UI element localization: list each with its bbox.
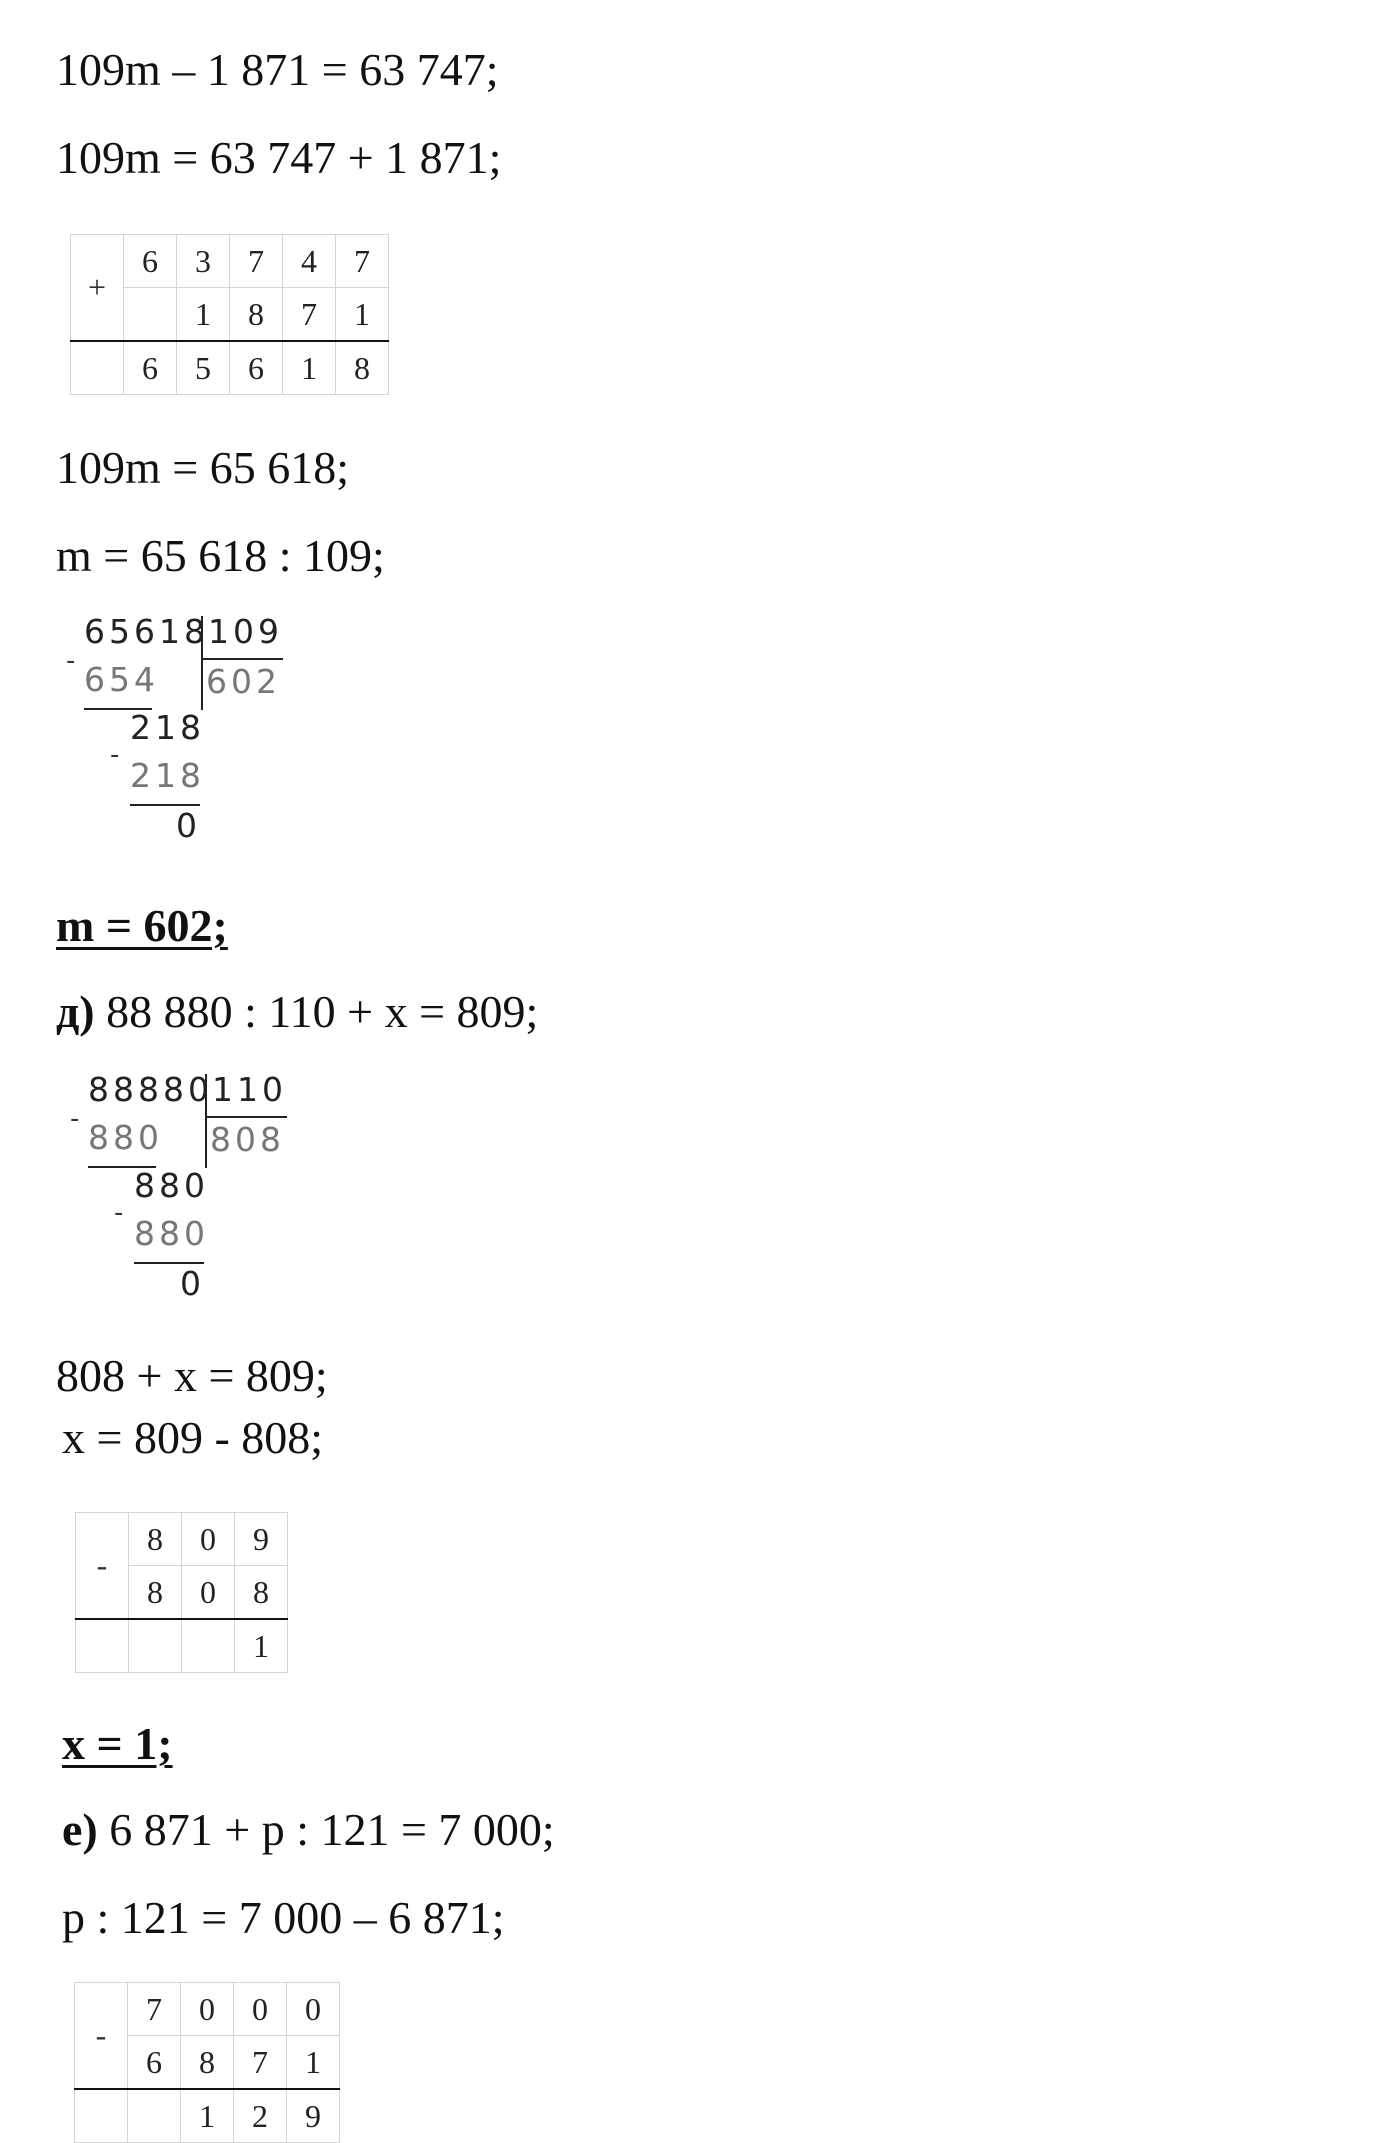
equation-line-8: x = 809 - 808; xyxy=(62,1412,324,1463)
grid-cell: 1 xyxy=(235,1619,288,1673)
addition-grid xyxy=(70,234,389,395)
grid-cell: 6 xyxy=(124,341,177,395)
equation-line-2: 109m = 63 747 + 1 871; xyxy=(56,132,502,183)
division-vertical-line xyxy=(201,616,203,710)
quotient: 602 xyxy=(206,662,281,701)
task-d-label: д) xyxy=(56,986,95,1037)
grid-cell: 1 xyxy=(336,288,389,342)
grid-cell: 0 xyxy=(234,1983,287,2036)
plus-operator: + xyxy=(71,235,124,342)
grid-cell: 7 xyxy=(230,235,283,288)
quotient: 808 xyxy=(210,1120,285,1159)
grid-cell xyxy=(71,341,124,395)
equation-line-1: 109m – 1 871 = 63 747; xyxy=(56,44,499,95)
minus-sign: - xyxy=(70,1104,80,1134)
task-e-label: е) xyxy=(62,1804,98,1855)
division-step: 218 xyxy=(130,756,205,795)
grid-cell xyxy=(124,288,177,342)
grid-cell: 6 xyxy=(124,235,177,288)
equation-line-7: 808 + x = 809; xyxy=(56,1350,328,1401)
grid-cell: 8 xyxy=(129,1513,182,1566)
grid-cell: 7 xyxy=(234,2036,287,2090)
long-division-1 xyxy=(64,612,304,852)
grid-cell xyxy=(76,1619,129,1673)
task-d-line xyxy=(56,984,538,1040)
divisor-underline xyxy=(201,658,283,660)
grid-cell: 1 xyxy=(287,2036,340,2090)
grid-cell xyxy=(129,1619,182,1673)
grid-cell: 9 xyxy=(235,1513,288,1566)
division-step: 880 xyxy=(88,1118,163,1157)
answer-m: m = 602; xyxy=(56,900,228,951)
grid-cell: 0 xyxy=(287,1983,340,2036)
long-division-2 xyxy=(68,1070,308,1310)
division-step: 880 xyxy=(134,1166,209,1205)
minus-sign: - xyxy=(66,646,76,676)
task-d-equation: 88 880 : 110 + x = 809; xyxy=(94,986,539,1037)
dividend: 65618 xyxy=(84,612,209,651)
grid-cell: 8 xyxy=(336,341,389,395)
grid-cell: 1 xyxy=(283,341,336,395)
grid-cell: 1 xyxy=(177,288,230,342)
grid-cell: 4 xyxy=(283,235,336,288)
grid-cell: 7 xyxy=(128,1983,181,2036)
grid-cell: 2 xyxy=(234,2089,287,2143)
grid-cell: 1 xyxy=(181,2089,234,2143)
grid-cell xyxy=(75,2089,128,2143)
dividend: 88880 xyxy=(88,1070,213,1109)
division-step: 654 xyxy=(84,660,159,699)
grid-cell: 8 xyxy=(230,288,283,342)
subtraction-grid-2 xyxy=(74,1982,340,2143)
minus-operator: - xyxy=(75,1983,128,2090)
division-vertical-line xyxy=(205,1074,207,1168)
grid-cell: 0 xyxy=(181,1983,234,2036)
grid-cell: 8 xyxy=(235,1566,288,1620)
minus-sign: - xyxy=(110,740,120,770)
grid-cell: 9 xyxy=(287,2089,340,2143)
equation-line-4: m = 65 618 : 109; xyxy=(56,530,385,581)
grid-cell: 8 xyxy=(129,1566,182,1620)
division-step: 880 xyxy=(134,1214,209,1253)
task-e-equation: 6 871 + p : 121 = 7 000; xyxy=(97,1804,555,1855)
grid-cell: 5 xyxy=(177,341,230,395)
grid-cell: 0 xyxy=(182,1566,235,1620)
divisor-underline xyxy=(205,1116,287,1118)
division-remainder: 0 xyxy=(176,806,201,845)
division-step: 218 xyxy=(130,708,205,747)
equation-line-11: p : 121 = 7 000 – 6 871; xyxy=(62,1892,505,1943)
grid-cell: 8 xyxy=(181,2036,234,2090)
equation-line-3: 109m = 65 618; xyxy=(56,442,350,493)
grid-cell xyxy=(128,2089,181,2143)
grid-cell: 6 xyxy=(230,341,283,395)
grid-cell: 6 xyxy=(128,2036,181,2090)
division-remainder: 0 xyxy=(180,1264,205,1303)
grid-cell xyxy=(182,1619,235,1673)
grid-cell: 7 xyxy=(283,288,336,342)
minus-operator: - xyxy=(76,1513,129,1620)
minus-sign: - xyxy=(114,1198,124,1228)
divisor: 109 xyxy=(208,612,283,651)
divisor: 110 xyxy=(212,1070,287,1109)
answer-x: x = 1; xyxy=(62,1718,173,1769)
task-e-line xyxy=(62,1802,555,1858)
grid-cell: 0 xyxy=(182,1513,235,1566)
grid-cell: 3 xyxy=(177,235,230,288)
subtraction-grid-1 xyxy=(75,1512,288,1673)
grid-cell: 7 xyxy=(336,235,389,288)
